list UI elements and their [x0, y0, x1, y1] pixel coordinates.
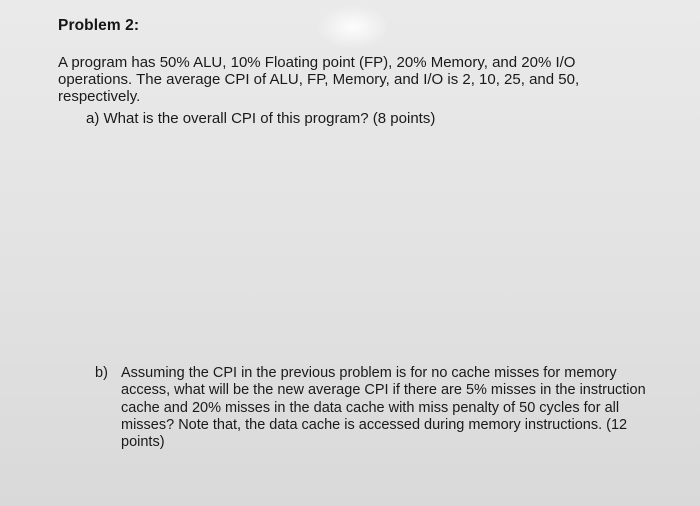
question-b	[95, 365, 655, 451]
question-b-marker: b)	[95, 365, 108, 381]
question-b-text: Assuming the CPI in the previous problem is for no cache misses for memory access, what will be the new average CPI if there are 5% misses in the instruction cache and 20% misses in the data cache with miss penalty of 50 cycles for all misses? Note that, the data cache is accessed during memory instructions. (12 points)	[121, 365, 646, 451]
question-a-text: What is the overall CPI of this program? (8 points)	[103, 110, 436, 127]
light-glare	[318, 6, 388, 48]
question-a-marker: a)	[86, 110, 100, 127]
problem-title: Problem 2:	[58, 17, 140, 34]
question-a	[86, 110, 435, 127]
problem-statement: A program has 50% ALU, 10% Floating point (FP), 20% Memory, and 20% I/O operations. The average CPI of ALU, FP, Memory, and I/O is 2, 10, 25, and 50, respectively.	[58, 54, 580, 105]
